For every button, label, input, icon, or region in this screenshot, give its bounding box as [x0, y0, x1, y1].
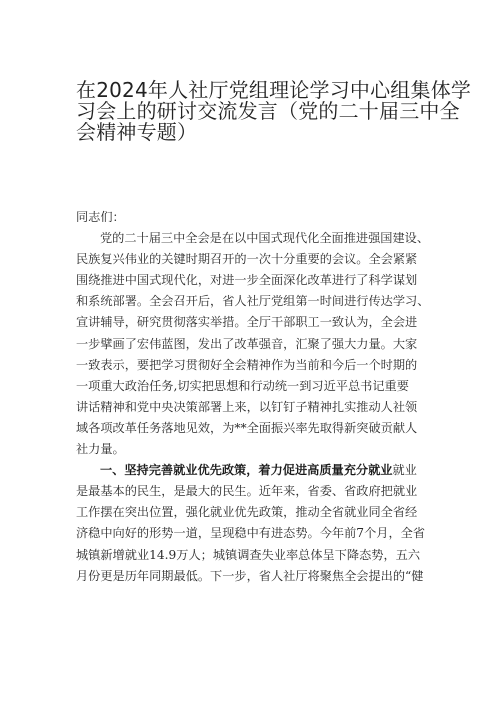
section-first-line [76, 460, 428, 481]
document-title [76, 78, 472, 145]
title-line: 习会上的研讨交流发言（党的二十届三中全 [76, 99, 460, 124]
paragraph-line: 党的二十届三中全会是在以中国式现代化全面推进强国建设、 [100, 231, 430, 246]
paragraph-line: 域各项改革任务落地见效，为**全面振兴率先取得新突破贡献人 [76, 420, 418, 435]
section-heading: 一、坚持完善就业优先政策，着力促进高质量充分就业 [100, 463, 393, 478]
paragraph-opening [76, 228, 428, 460]
paragraph-line: 和系统部署。全会召开后，省人社厅党组第一时间进行传达学习、 [76, 294, 430, 309]
paragraph-line: 城镇新增就业14.9万人；城镇调查失业率总体呈下降态势，五六 [76, 547, 421, 562]
document-body [76, 207, 428, 587]
greeting: 同志们： [76, 210, 125, 224]
paragraph-line: 工作摆在突出位置，强化就业优先政策，推动全省就业同全省经 [76, 505, 418, 520]
paragraph-line: 宣讲辅导，研究贯彻落实举措。全厅干部职工一致认为，全会进 [76, 315, 418, 330]
section-employment [76, 460, 428, 587]
paragraph-line: 一项重大政治任务,切实把思想和行动统一到习近平总书记重要 [76, 378, 409, 393]
paragraph-line: 一步擘画了宏伟蓝图，发出了改革强音，汇聚了强大力量。大家 [76, 336, 418, 351]
title-line: 会精神专题） [76, 120, 198, 145]
paragraph-line: 是最基本的民生，是最大的民生。近年来，省委、省政府把就业 [76, 484, 418, 499]
paragraph-line: 讲话精神和党中央决策部署上来，以钉钉子精神扎实推动人社领 [76, 399, 418, 414]
paragraph-line: 围绕推进中国式现代化，对进一步全面深化改革进行了科学谋划 [76, 273, 418, 288]
paragraph-line: 民族复兴伟业的关键时期召开的一次十分重要的会议。全会紧紧 [76, 252, 418, 267]
paragraph-line: 月份更是历年同期最低。下一步，省人社厅将聚焦全会提出的“健 [76, 568, 424, 583]
section-heading-continuation: 就业 [392, 463, 417, 478]
paragraph-line: 社力量。 [76, 442, 125, 457]
paragraph-line: 一致表示，要把学习贯彻好全会精神作为当前和今后一个时期的 [76, 357, 418, 372]
paragraph-line: 济稳中向好的形势一道，呈现稳中有进态势。今年前7个月，全省 [76, 526, 426, 541]
title-line: 在2024年人社厅党组理论学习中心组集体学 [76, 78, 472, 102]
